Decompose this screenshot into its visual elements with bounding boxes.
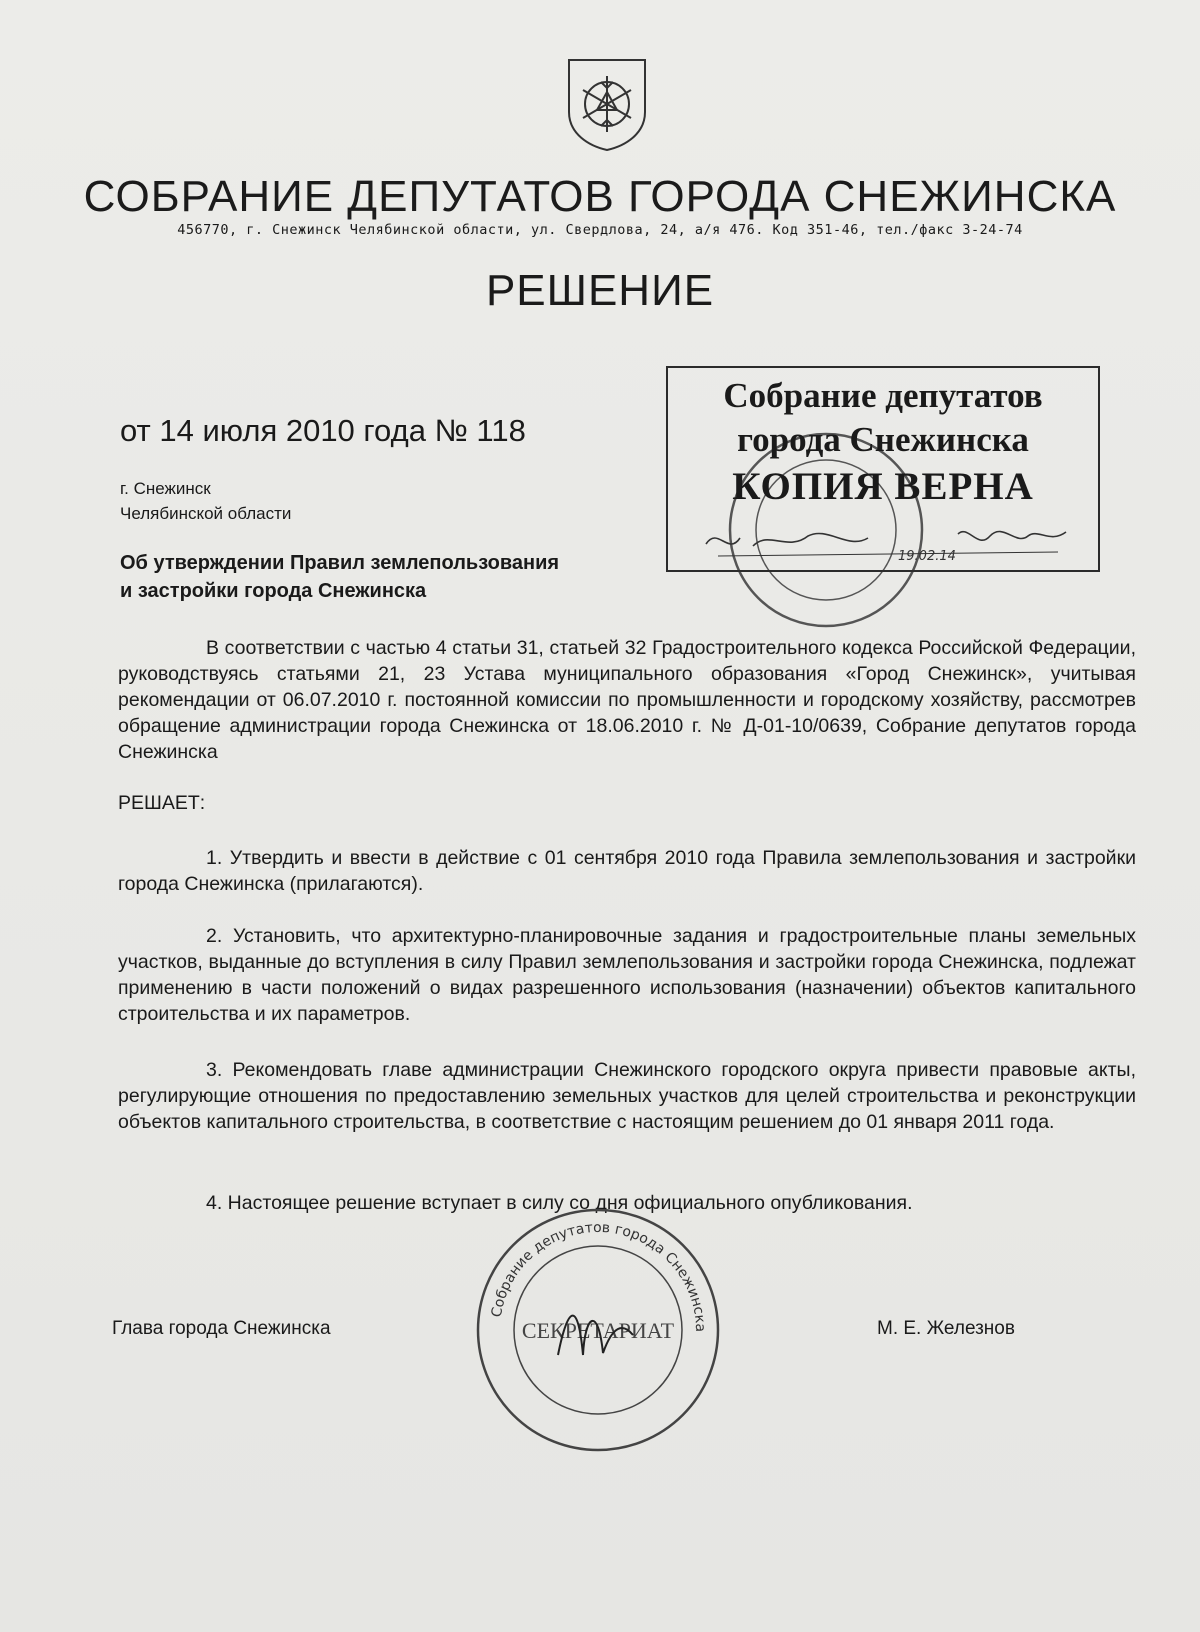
organization-address: 456770, г. Снежинск Челябинской области, ул. Свердлова, 24, а/я 476. Код 351-46, тел./факс 3-24-74	[177, 222, 1023, 238]
seal-ring-text: Собрание депутатов города Снежинска	[488, 1219, 709, 1333]
signatory-name: М. Е. Железнов	[877, 1318, 1015, 1339]
place-city: г. Снежинск	[120, 479, 211, 498]
item-4: 4. Настоящее решение вступает в силу со дня официального опубликования.	[206, 1192, 913, 1214]
preamble-paragraph: В соответствии с частью 4 статьи 31, статьей 32 Градостроительного кодекса Российской Федерации, руководствуясь статьями 21, 23 Устава муниципального образования «Город Снежинск», учитывая рекомендации от 06.07.2010 г. постоянной комиссии по промышленности и городскому хозяйству, рассмотрев обращение администрации города Снежинска от 18.06.2010 г. № Д-01-10/0639, Собрание депутатов города Снежинска	[118, 637, 1136, 763]
svg-text:19.02.14: 19.02.14	[898, 549, 956, 564]
item-2: 2. Установить, что архитектурно-планировочные задания и градостроительные планы земельных участков, выданные до вступления в силу Правил землепользования и застройки города Снежинска, подлежат применению в части положений о видах разрешенного использования (назначении) объектов капитального строительства и их параметров.	[118, 925, 1136, 1025]
organization-title: СОБРАНИЕ ДЕПУТАТОВ ГОРОДА СНЕЖИНСКА	[83, 172, 1117, 221]
document-date-number: от 14 июля 2010 года № 118	[120, 413, 526, 448]
round-seal-large	[473, 1205, 723, 1455]
stamp-line-2: города Снежинска	[737, 420, 1029, 459]
subject-line-1: Об утверждении Правил землепользования	[120, 552, 560, 574]
stamp-line-3: КОПИЯ ВЕРНА	[732, 465, 1034, 508]
item-3: 3. Рекомендовать главе администрации Снежинского городского округа привести правовые акты, регулирующие отношения по предоставлению земельных участков для целей строительства и реконструкции объектов капитального строительства, в соответствие с настоящим решением до 01 января 2011 года.	[118, 1059, 1136, 1133]
signatory-position: Глава города Снежинска	[112, 1318, 331, 1339]
handwritten-signature	[698, 516, 1078, 566]
item-1: 1. Утвердить и ввести в действие с 01 сентября 2010 года Правила землепользования и застройки города Снежинска (прилагаются).	[118, 847, 1136, 895]
seal-center-text: СЕКРЕТАРИАТ	[521, 1318, 675, 1343]
copy-certified-stamp	[666, 366, 1100, 572]
subject-line-2: и застройки города Снежинска	[120, 580, 427, 602]
document-type: РЕШЕНИЕ	[485, 266, 715, 315]
coat-of-arms-icon	[565, 56, 649, 152]
resolve-heading: РЕШАЕТ:	[118, 792, 206, 814]
place-region: Челябинской области	[120, 504, 292, 523]
document-place	[120, 476, 291, 526]
document-subject	[120, 549, 559, 605]
stamp-line-1: Собрание депутатов	[723, 376, 1043, 415]
